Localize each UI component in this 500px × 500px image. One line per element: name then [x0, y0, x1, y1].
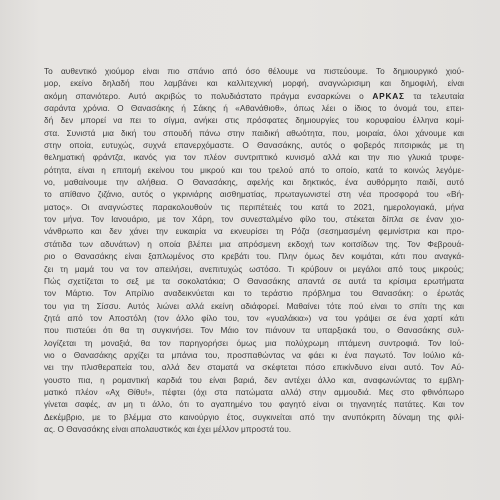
- text-line-13: τον μήνα. Τον Ιανουάριο, με τον Χάρη, τον συνεσταλμένο φίλο του, στέκεται δίπλα σε έναν χιο-: [44, 214, 464, 225]
- text-line-17: ζει τη μαμά του να τον απειλήσει, ανεπιτυχώς ωστόσο. Τι κρύβουν οι μεγάλοι από τους μικρούς;: [44, 263, 464, 274]
- text-line-18: Πώς σχετίζεται το σεξ με τα σοκολατάκια; Ο Θανασάκης απαντά σε αυτά τα κρίσιμα ερωτήματα: [44, 275, 464, 286]
- text-line-25: νει την πλισθεραπεία του, αλλά δεν σταματά να σκέφτεται πόσο επικίνδυνο είναι αυτό. Τον Αύ-: [44, 362, 464, 373]
- text-line-21: ζητά από τον Αποστόλη (τον άλλο φίλο του, τον «γυαλάκια») να του γράψει σε ένα χαρτί κάτι: [44, 312, 464, 323]
- text-line-1: Το αυθεντικό χιούμορ είναι πιο σπάνιο από όσο θέλουμε να πιστεύουμε. Το δημιουργικό χιού-: [44, 66, 464, 76]
- text-line-7: στην οποία, ευτυχώς, συχνά επανερχόμαστε. Ο Θανασάκης, αυτός ο φοβερός πιτσιρικάς με τη: [44, 140, 464, 151]
- text-line-2: μορ, εκείνο δηλαδή που λαμβάνει και καλλιτεχνική μορφή, αναγνώρισιμη και δημοφιλή, είναι: [44, 78, 464, 89]
- text-line-10: νο, μαθαίνουμε την αλήθεια. Ο Θανασάκης, αφελής και δηκτικός, ένα αυθόρμητο παιδί, αυτό: [44, 177, 464, 188]
- text-line-28: γίνεται σαφές, αν μη τι άλλο, ότι το αγαπημένο του φαγητό είναι οι τηγανητές πατάτες. Και τον: [44, 399, 464, 410]
- text-line-22: που πιστεύει ότι θα τη συγκινήσει. Τον Μάιο τον πιάνουν τα υπαρξιακά του, ο Θανασάκης συλ-: [44, 325, 464, 336]
- text-line-8: θεληματική φράντζα, ικανός για τον πλέον συντριπτικό κυνισμό αλλά και την πιο γλυκιά τρυφε-: [44, 152, 464, 163]
- text-line-20: του για τη Σίσσυ. Αυτός λιώνει αλλά εκείνη αδιάφορεί. Μαθαίνει τότε πού είναι το σπίτι της και: [44, 300, 464, 311]
- text-line-23: λογίζεται τη μοναξιά, θα τον παρηγορήσει όμως μια πολύχρωμη ιπτάμενη συντροφιά. Τον Ιού-: [44, 337, 464, 348]
- text-line-29: Δεκέμβριο, με το βλέμμα στο καινούργιο έτος, συγκινείται από την ανυπόκριτη δύναμη της φιλί-: [44, 411, 464, 422]
- text-line-5: δή δεν μπορεί να πει το σίγμα, ανήκει στις πρόσφατες δημιουργίες του κορυφαίου έλληνα κομί-: [44, 115, 464, 126]
- text-line-15: στάτιδα των αδυνάτων) η οποία βλέπει μια απρόσμενη εκδοχή των κοιτσίδων της. Τον Φεβρουά-: [44, 238, 464, 249]
- text-line-14: νάνθρωπο και δεν χάνει την ευκαιρία να εκνευρίσει τη Ρόζα (σεσημασμένη φεμινίστρια και προ-: [44, 226, 464, 237]
- text-line-24: νιο ο Θανασάκης αρχίζει τα μπάνια του, προσπαθώντας να φάει κι ένα παγωτό. Τον Ιούλιο κά-: [44, 349, 464, 360]
- text-line-19: τον Μάρτιο. Τον Απρίλιο αναδεικνύεται και το τεράστιο πρόβλημα του Θανασάκη: ο έρωτάς: [44, 288, 464, 299]
- text-line-30: ας. Ο Θανασάκης είναι απολαυστικός και έχει μέλλον μπροστά του.: [44, 423, 292, 434]
- text-line-11: το απίθανο ζιζάνιο, αυτός ο γκρινιάρης αισθηματίας, πρωταγωνιστεί στη νέα προσφορά του «Βή-: [44, 189, 464, 200]
- text-line-9: ρότητα, είναι η επιτομή εκείνου του μικρού και του τρελού από το οποίο, κατά το κοινώς λεγόμε-: [44, 164, 464, 175]
- article-text: [44, 65, 464, 435]
- text-line-3-end: τα τελευταία: [413, 90, 464, 101]
- text-line-27: ματικό πλέον «Αχ Θίθυ!», πέφτει (όχι στα πατώματα αλλά) στην αμμουδιά. Μες στο φθινόπωρο: [44, 386, 464, 397]
- text-line-16: ριο ο Θανασάκης είναι ξαπλωμένος στο κρεβάτι του. Πλην όμως δεν κοιμάται, κάτι που αναγκά-: [44, 251, 464, 262]
- text-line-4: σαράντα χρόνια. Ο Θανασάκης ή Σάκης ή «Αθανάθιοθ», όπως λέει ο ίδιος το όνομά του, επει-: [44, 103, 464, 114]
- text-line-3-start: ακόμη σπανιότερο. Αυτό ακριβώς το πολυδιάστατο πράγμα ενσαρκώνει ο: [44, 90, 364, 101]
- author-name: ΑΡΚΑΣ: [372, 90, 405, 101]
- text-line-26: γουστο πια, η ρομαντική καρδιά του είναι βαριά, δεν αντέχει άλλο και, αναφωνώντας το εμβλη-: [44, 374, 464, 385]
- text-line-3: [44, 90, 464, 102]
- text-line-6: στα. Συνιστά μια δική του σπουδή πάνω στην παιδική αθωότητα, που, μοιραία, όλοι χάνουμε και: [44, 127, 464, 138]
- text-line-12: ματος». Οι αναγνώστες παρακολουθούν τις περιπέτειές του κατά το 2021, ημερολογιακά, μήνα: [44, 201, 464, 212]
